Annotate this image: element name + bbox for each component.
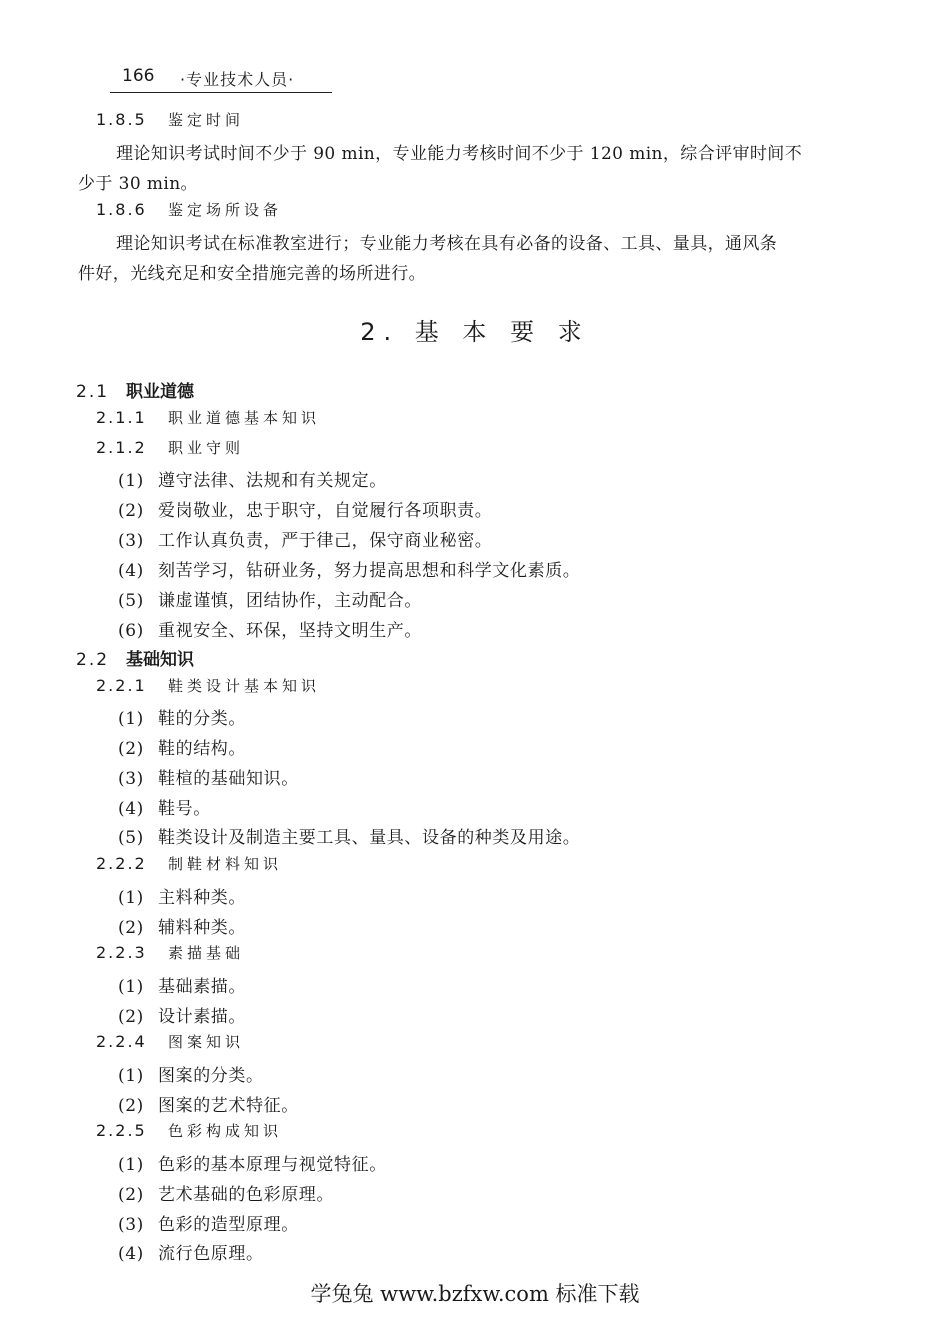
list-item: (1) 图案的分类。 xyxy=(118,1066,264,1086)
section-heading-2-2: 2.2 基础知识 xyxy=(76,650,194,670)
running-title: ·专业技术人员· xyxy=(180,70,295,89)
list-item: (6) 重视安全、环保，坚持文明生产。 xyxy=(118,621,422,641)
list-item: (1) 色彩的基本原理与视觉特征。 xyxy=(118,1155,387,1175)
watermark-footer: 学兔兔 www.bzfxw.com 标准下载 xyxy=(310,1282,640,1306)
section-heading-2-2-5: 2.2.5 色彩构成知识 xyxy=(96,1121,283,1140)
list-item: (4) 刻苦学习，钻研业务，努力提高思想和科学文化素质。 xyxy=(118,561,581,581)
section-heading-2-1: 2.1 职业道德 xyxy=(76,382,194,402)
paragraph-line: 理论知识考试时间不少于 90 min，专业能力考核时间不少于 120 min，综合评审时间不 xyxy=(116,144,803,164)
page-number: 166 xyxy=(122,66,155,86)
section-heading-2-2-1: 2.2.1 鞋类设计基本知识 xyxy=(96,676,321,695)
section-heading-2-2-2: 2.2.2 制鞋材料知识 xyxy=(96,854,283,873)
list-item: (3) 工作认真负责，严于律己，保守商业秘密。 xyxy=(118,531,493,551)
section-heading-2-2-4: 2.2.4 图案知识 xyxy=(96,1032,245,1051)
list-item: (5) 鞋类设计及制造主要工具、量具、设备的种类及用途。 xyxy=(118,828,581,848)
running-header xyxy=(110,66,332,93)
section-heading-2-1-1: 2.1.1 职业道德基本知识 xyxy=(96,408,321,427)
list-item: (4) 流行色原理。 xyxy=(118,1244,264,1264)
list-item: (5) 谦虚谨慎，团结协作，主动配合。 xyxy=(118,591,422,611)
paragraph-line: 少于 30 min。 xyxy=(78,174,198,194)
paragraph-line: 件好，光线充足和安全措施完善的场所进行。 xyxy=(78,264,426,284)
list-item: (1) 主料种类。 xyxy=(118,888,246,908)
list-item: (2) 辅料种类。 xyxy=(118,918,246,938)
list-item: (1) 遵守法律、法规和有关规定。 xyxy=(118,471,387,491)
paragraph-line: 理论知识考试在标准教室进行；专业能力考核在具有必备的设备、工具、量具，通风条 xyxy=(116,234,778,254)
list-item: (2) 鞋的结构。 xyxy=(118,739,246,759)
section-heading-1-8-6: 1.8.6 鉴定场所设备 xyxy=(96,200,283,219)
list-item: (2) 设计素描。 xyxy=(118,1007,246,1027)
list-item: (2) 艺术基础的色彩原理。 xyxy=(118,1185,334,1205)
section-heading-1-8-5: 1.8.5 鉴定时间 xyxy=(96,110,245,129)
list-item: (3) 色彩的造型原理。 xyxy=(118,1215,299,1235)
list-item: (4) 鞋号。 xyxy=(118,799,211,819)
list-item: (1) 基础素描。 xyxy=(118,977,246,997)
chapter-title: 2. 基 本 要 求 xyxy=(360,318,590,346)
list-item: (1) 鞋的分类。 xyxy=(118,709,246,729)
list-item: (2) 图案的艺术特征。 xyxy=(118,1096,299,1116)
list-item: (3) 鞋楦的基础知识。 xyxy=(118,769,299,789)
section-heading-2-1-2: 2.1.2 职业守则 xyxy=(96,438,245,457)
section-heading-2-2-3: 2.2.3 素描基础 xyxy=(96,943,245,962)
list-item: (2) 爱岗敬业，忠于职守，自觉履行各项职责。 xyxy=(118,501,493,521)
